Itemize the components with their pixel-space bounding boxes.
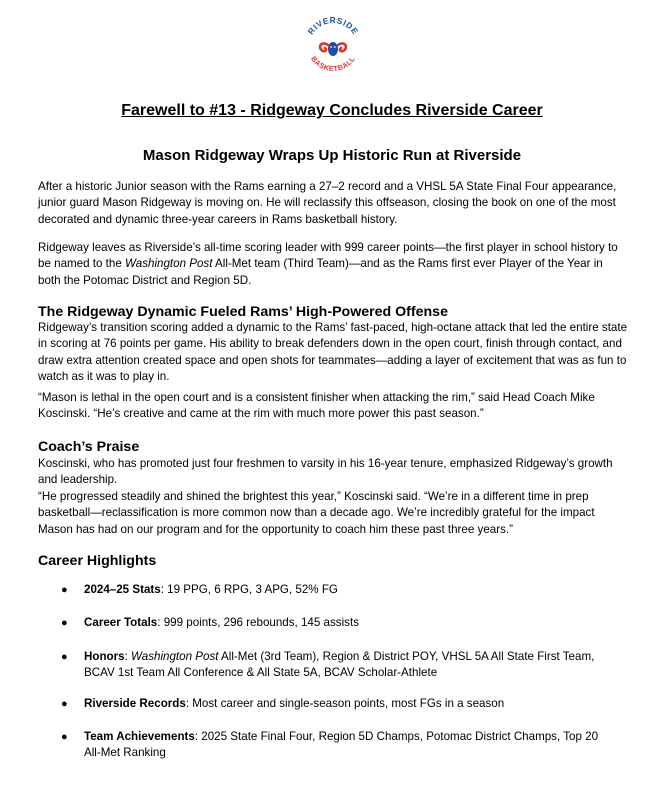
highlight-label: Riverside Records: [84, 697, 186, 710]
highlight-text: : 999 points, 296 rebounds, 145 assists: [157, 616, 359, 629]
offense-paragraph-1: Ridgeway’s transition scoring added a dynamic to the Rams’ fast-paced, high-octane attack that led the entire state in scoring at 76 points per game. His ability to break defenders down in the open court, finish through contact, and draw extra attention created space and open shots for teammates—adding a layer of excitement that was as fun to watch as it was to play in.: [38, 321, 628, 384]
highlight-text-pre: :: [124, 650, 132, 663]
highlight-label: Team Achievements: [84, 730, 195, 743]
highlight-text: : Most career and single-season points, most FGs in a season: [185, 697, 505, 710]
page-subtitle: Mason Ridgeway Wraps Up Historic Run at Riverside: [142, 147, 522, 164]
highlight-text: All-Met (3rd Team), Region & District POY, VHSL 5A All State First Team, BCAV 1st Team All Conference & All State 5A, BCAV Scholar-Athlete: [84, 650, 595, 680]
section-heading-coach: Coach’s Praise: [38, 439, 140, 455]
bullet-icon: ●: [61, 617, 68, 629]
ram-head-icon: [320, 42, 346, 56]
section-heading-offense: The Ridgeway Dynamic Fueled Rams’ High-Powered Offense: [38, 304, 448, 320]
highlight-label: Career Totals: [84, 616, 158, 629]
intro-p2-text-after: All-Met team (Third Team)—and as the Rams first ever Player of the Year in both the Potomac District and Region 5D.: [38, 257, 603, 287]
logo-text-bottom: BASKETBALL: [309, 54, 357, 74]
svg-text:RIVERSIDE: [305, 16, 360, 36]
section-heading-highlights: Career Highlights: [38, 553, 157, 569]
intro-paragraph-1: After a historic Junior season with the Rams earning a 27–2 record and a VHSL 5A State Final Four appearance, junior guard Mason Ridgeway is moving on. He will reclassify this offseason, closing the book on one of the most decorated and dynamic three-year careers in Rams basketball history.: [38, 180, 617, 226]
highlight-label: 2024–25 Stats: [84, 583, 161, 596]
coach-paragraph-2: “He progressed steadily and shined the brightest this year,” Koscinski said. “We’re in a different time in prep basketball—reclassification is more common now than a decade ago. We’re incredibly grateful for the impact Mason has had on our program and for the opportunity to coach him these past three years.”: [38, 490, 595, 536]
page-title: Farewell to #13 - Ridgeway Concludes Riverside Career: [121, 102, 543, 119]
highlight-label: Honors: [84, 650, 125, 663]
logo-text-top: RIVERSIDE: [305, 16, 361, 37]
riverside-basketball-logo: [302, 16, 364, 78]
coach-paragraph-1: Koscinski, who has promoted just four freshmen to varsity in his 16-year tenure, emphasized Ridgeway’s growth and leadership.: [38, 457, 613, 487]
bullet-icon: ●: [61, 698, 68, 710]
highlight-text: : 19 PPG, 6 RPG, 3 APG, 52% FG: [160, 583, 338, 596]
highlight-publication: Washington Post: [131, 650, 219, 663]
highlight-text: : 2025 State Final Four, Region 5D Champs, Potomac District Champs, Top 20 All-Met Ranking: [84, 730, 599, 760]
bullet-icon: ●: [61, 584, 68, 596]
intro-p2-text-before: Ridgeway leaves as Riverside’s all-time scoring leader with 999 career points—the first player in school history to be named to the: [38, 241, 618, 271]
bullet-icon: ●: [61, 651, 68, 663]
offense-paragraph-2: “Mason is lethal in the open court and is a consistent finisher when attacking the rim,” said Head Coach Mike Koscinski. “He’s creative and came at the rim with much more power this past season.”: [38, 391, 595, 421]
svg-text:BASKETBALL: [309, 54, 357, 73]
intro-paragraph-2: [38, 240, 628, 289]
intro-p2-publication: Washington Post: [125, 257, 213, 271]
bullet-icon: ●: [61, 731, 68, 743]
